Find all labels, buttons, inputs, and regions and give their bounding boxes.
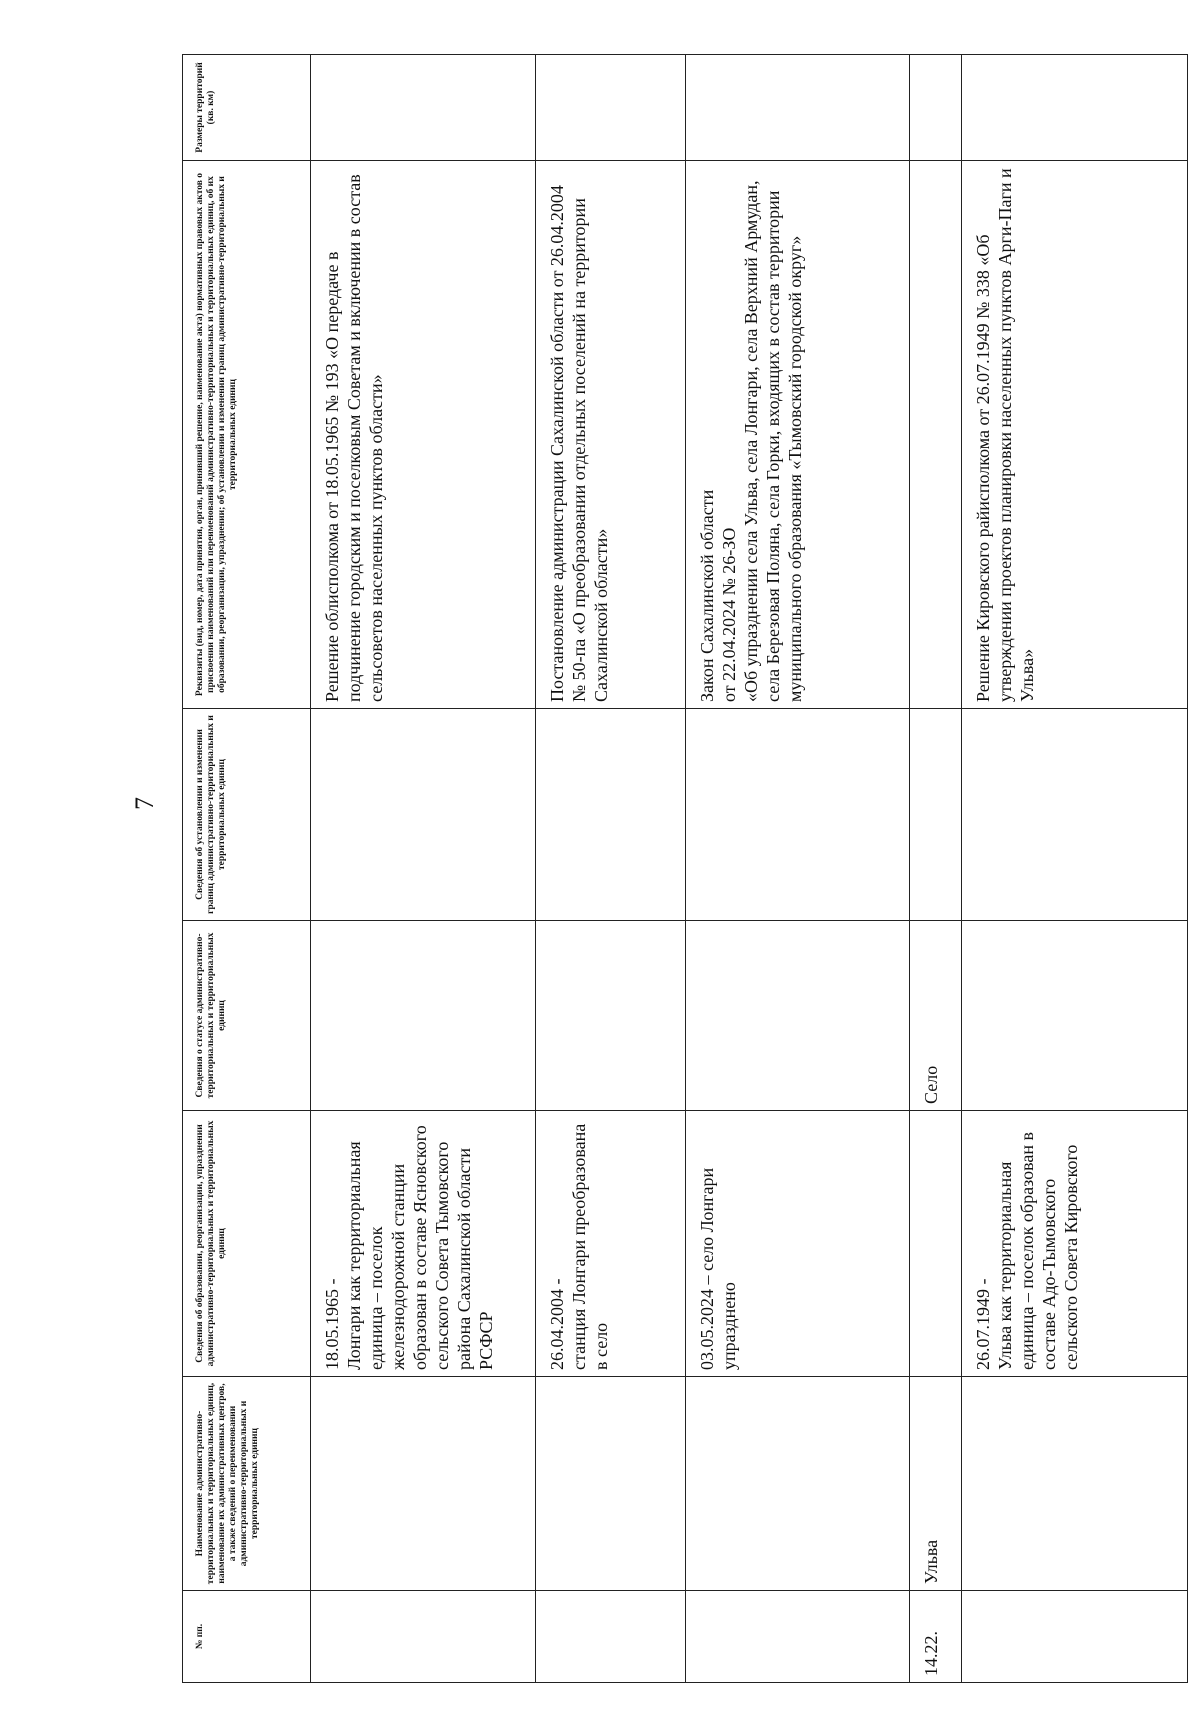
cell-num xyxy=(311,1591,536,1683)
page-number: 7 xyxy=(130,797,159,810)
table-row xyxy=(686,55,910,1683)
registry-table xyxy=(182,54,1188,1683)
header-boundaries: Сведения об установлении и изменении границ административно-территориальных и территориальных единиц xyxy=(183,709,311,921)
cell-name xyxy=(536,1377,686,1591)
table-row xyxy=(536,55,686,1683)
registry-table-container xyxy=(182,55,1187,1683)
cell-boundaries xyxy=(910,709,962,921)
cell-name xyxy=(686,1377,910,1591)
cell-size xyxy=(536,55,686,161)
table-row xyxy=(962,55,1188,1683)
cell-name xyxy=(962,1377,1188,1591)
header-name: Наименование административно-территориальных и территориальных единиц, наименование их административных центров, а также сведений о переименовании административно-территориальных и территориальных единиц xyxy=(183,1377,311,1591)
header-requisites: Реквизиты (вид, номер, дата принятия, орган, принявший решение, наименование акта) нормативных правовых актов о присвоении наименований или переименований административно-территориальных и территориальных единиц, об их образовании, реорганизации, упразднении; об установлении и изменении границ административно-территориальных и территориальных единиц xyxy=(183,161,311,709)
cell-size xyxy=(686,55,910,161)
cell-boundaries xyxy=(962,709,1188,921)
cell-requisites: Решение Кировского райисполкома от 26.07.1949 № 338 «Об утверждении проектов планировки населенных пунктов Арги-Паги и Ульва» xyxy=(962,161,1188,709)
header-size: Размеры территорий (кв. км) xyxy=(183,55,311,161)
header-status: Сведения о статусе административно-территориальных и территориальных единиц xyxy=(183,921,311,1111)
cell-num: 14.22. xyxy=(910,1591,962,1683)
cell-requisites: Решение облисполкома от 18.05.1965 № 193 «О передаче в подчинение городским и поселковым Советам и включении в состав сельсоветов населенных пунктов области» xyxy=(311,161,536,709)
table-row xyxy=(311,55,536,1683)
cell-formation: 03.05.2024 – село Лонгари упразднено xyxy=(686,1111,910,1377)
cell-formation: 18.05.1965 - Лонгари как территориальная единица – поселок железнодорожной станции образован в составе Ясновского сельского Совета Тымовского района Сахалинской области РСФСР xyxy=(311,1111,536,1377)
table-header-row xyxy=(183,55,311,1683)
cell-boundaries xyxy=(686,709,910,921)
table-row xyxy=(910,55,962,1683)
cell-name: Ульва xyxy=(910,1377,962,1591)
cell-size xyxy=(311,55,536,161)
cell-status xyxy=(536,921,686,1111)
cell-num xyxy=(536,1591,686,1683)
cell-status xyxy=(962,921,1188,1111)
cell-formation: 26.04.2004 - станция Лонгари преобразована в село xyxy=(536,1111,686,1377)
cell-size xyxy=(962,55,1188,161)
cell-num xyxy=(686,1591,910,1683)
cell-name xyxy=(311,1377,536,1591)
header-num: № пп. xyxy=(183,1591,311,1683)
cell-status xyxy=(686,921,910,1111)
cell-requisites xyxy=(910,161,962,709)
cell-status: Село xyxy=(910,921,962,1111)
cell-boundaries xyxy=(311,709,536,921)
cell-boundaries xyxy=(536,709,686,921)
cell-formation: 26.07.1949 - Ульва как территориальная единица – поселок образован в составе Адо-Тымовского сельского Совета Кировского xyxy=(962,1111,1188,1377)
cell-size xyxy=(910,55,962,161)
cell-status xyxy=(311,921,536,1111)
cell-requisites: Закон Сахалинской области от 22.04.2024 № 26-ЗО «Об упразднении села Ульва, села Лонгари, села Верхний Армудан, села Березовая Поляна, села Горки, входящих в состав территории муниципального образования «Тымовский городской округ» xyxy=(686,161,910,709)
header-formation: Сведения об образовании, реорганизации, упразднении административно-территориальных и территориальных единиц xyxy=(183,1111,311,1377)
cell-num xyxy=(962,1591,1188,1683)
cell-formation xyxy=(910,1111,962,1377)
cell-requisites: Постановление администрации Сахалинской области от 26.04.2004 № 50-па «О преобразовании отдельных поселений на территории Сахалинской области» xyxy=(536,161,686,709)
